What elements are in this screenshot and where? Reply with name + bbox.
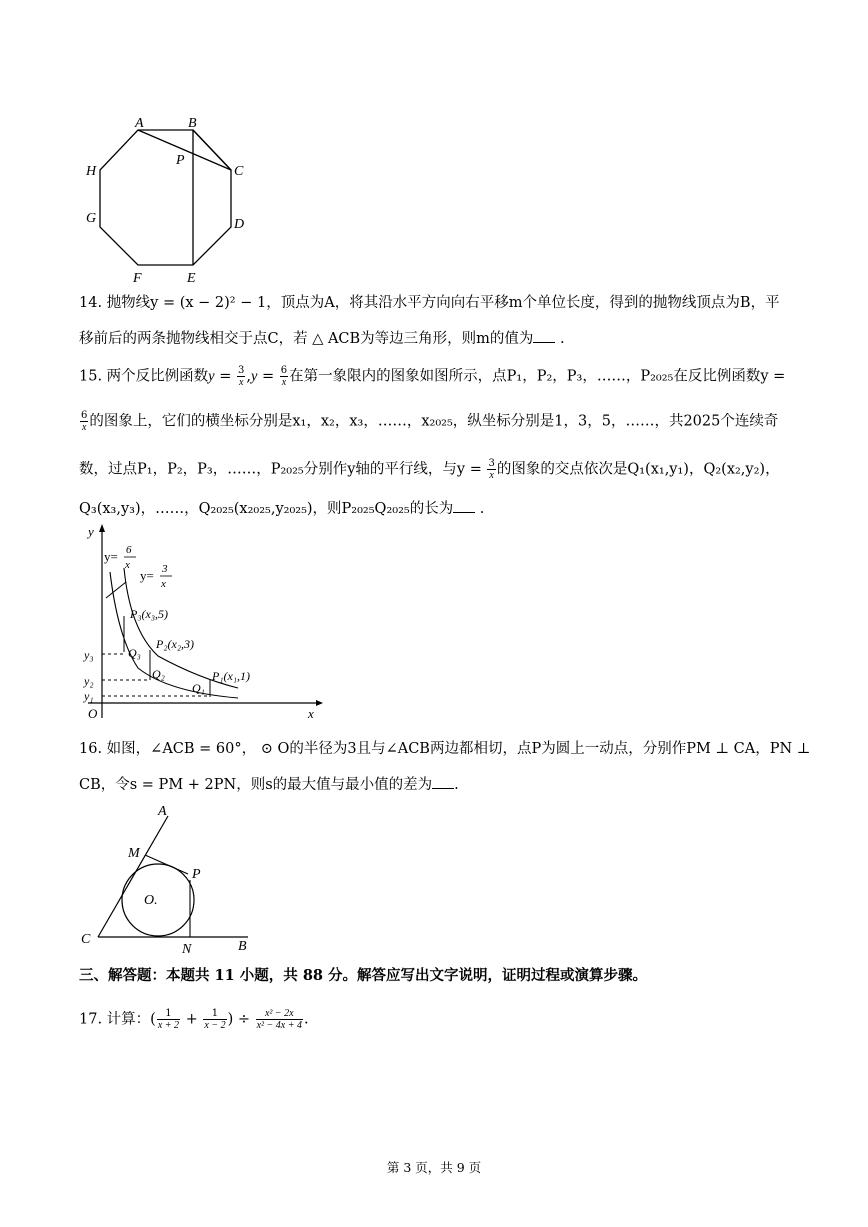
curve3-den: x (161, 578, 166, 590)
P3-label: P₃(x₃,5) (130, 607, 168, 621)
curve6-den: x (125, 559, 130, 571)
label-A: A (158, 804, 167, 819)
q15-line1-b: 在第一象限内的图象如图所示，点P₁，P₂，P₃，……，P₂₀₂₅在反比例函数y = (289, 368, 786, 385)
q15-line3: 数，过点P₁，P₂，P₃，……，P₂₀₂₅分别作y轴的平行线，与y = $\frac{3}{x}$ 的图象的交点依次是Q₁(x₁,y₁)，Q₂(x₂,y₂)， (79, 458, 780, 481)
origin-label: O (88, 706, 98, 721)
y1-label: y₁ (84, 689, 94, 703)
P2-label: P₂(x₂,3) (156, 637, 194, 651)
label-C: C (81, 932, 91, 947)
x-axis-label: x (308, 706, 314, 721)
q17-prefix: 17. 计算：( (79, 1011, 156, 1028)
q17-f2d: x − 2 (204, 1020, 226, 1031)
label-F: F (133, 271, 142, 282)
q16-line1: 16. 如图，∠ACB = 60°， ⊙ O的半径为3且与∠ACB两边都相切，点P为圆上一动点，分别作PM ⊥ CA，PN ⊥ (79, 741, 811, 757)
Q1-label: Q₁ (192, 681, 205, 695)
Q3-label: Q₃ (128, 646, 141, 660)
q15-line1-a: 15. 两个反比例函数 (79, 368, 209, 385)
q15-line2-text: 的图象上，它们的横坐标分别是x₁，x₂，x₃，……，x₂₀₂₅，纵坐标分别是1，3，5，……，共2025个连续奇 (89, 413, 779, 430)
q17-f1d: x + 2 (157, 1020, 180, 1031)
q17-f2n: 1 (203, 1008, 226, 1020)
q17-plus: + (185, 1011, 198, 1028)
answer-blank (432, 774, 454, 789)
label-P: P (192, 867, 201, 882)
answer-blank (453, 498, 475, 513)
q14-line2: 移前后的两条抛物线相交于点C，若 △ ACB为等边三角形，则m的值为 . (79, 328, 565, 349)
label-P: P (176, 153, 185, 168)
label-C: C (234, 164, 244, 179)
curve3-label: y= (140, 568, 154, 583)
label-M: M (128, 846, 140, 861)
q15-line2: $\frac{6}{x}$ 的图象上，它们的横坐标分别是x₁，x₂，x₃，……，x₂₀₂₅，纵坐标分别是1，3，5，……，共2025个连续奇 (81, 410, 779, 433)
octagon-figure (80, 112, 260, 282)
q15-line4: Q₃(x₃,y₃)，……，Q₂₀₂₅(x₂₀₂₅,y₂₀₂₅)，则P₂₀₂₅Q₂₀₂₅的长为 . (79, 498, 484, 519)
q15-line3-b: 的图象的交点依次是Q₁(x₁,y₁)，Q₂(x₂,y₂)， (496, 461, 780, 478)
q17-end: . (303, 1011, 309, 1028)
label-E: E (187, 271, 196, 282)
curve6-num: 6 (126, 544, 132, 556)
label-G: G (86, 211, 97, 226)
curve6-label: y= (104, 549, 118, 564)
q15-line3-a: 数，过点P₁，P₂，P₃，……，P₂₀₂₅分别作y轴的平行线，与y = (79, 461, 482, 478)
label-N: N (182, 942, 192, 957)
circle-figure (78, 800, 268, 960)
q14-line1: 14. 抛物线y = (x − 2)² − 1，顶点为A，将其沿水平方向向右平移m个单位长度，得到的抛物线顶点为B，平 (79, 295, 780, 311)
label-H: H (86, 164, 97, 179)
label-D: D (234, 217, 245, 232)
label-O: O. (144, 893, 158, 908)
y3-label: y₃ (84, 648, 94, 662)
P1-label: P₁(x₁,1) (212, 669, 250, 683)
Q2-label: Q₂ (152, 667, 165, 681)
q17-f3d: x² − 4x + 4 (256, 1020, 302, 1031)
q16-line2-text: CB，令s = PM + 2PN，则s的最大值与最小值的差为 (79, 777, 433, 793)
q17 (79, 1008, 309, 1031)
label-B: B (188, 116, 197, 131)
curve3-num: 3 (162, 563, 168, 575)
section3-heading: 三、解答题：本题共 11 小题，共 88 分。解答应写出文字说明，证明过程或演算步骤。 (79, 967, 648, 984)
q17-f3n: x² − 2x (256, 1008, 303, 1020)
q15-line4-text: Q₃(x₃,y₃)，……，Q₂₀₂₅(x₂₀₂₅,y₂₀₂₅)，则P₂₀₂₅Q₂₀₂₅的长为 (79, 501, 454, 517)
q15-line1: 15. 两个反比例函数y = $\frac{3}{x}$ ,y = $\frac{6}{x}$ 在第一象限内的图象如图所示，点P₁，P₂，P₃，……，P₂₀₂₅在反比例函数y = (79, 365, 786, 388)
answer-blank (533, 328, 555, 343)
q17-f1n: 1 (157, 1008, 180, 1020)
q16-line2: CB，令s = PM + 2PN，则s的最大值与最小值的差为 . (79, 774, 459, 795)
q17-div: ) ÷ (227, 1011, 250, 1028)
q14-line2-text: 移前后的两条抛物线相交于点C，若 △ ACB为等边三角形，则m的值为 (79, 331, 534, 347)
reciprocal-graph (78, 520, 328, 725)
page-footer: 第 3 页，共 9 页 (386, 1160, 482, 1175)
y2-label: y₂ (84, 674, 94, 688)
label-A: A (135, 116, 144, 131)
label-B: B (238, 939, 247, 954)
y-axis-label: y (88, 524, 94, 539)
